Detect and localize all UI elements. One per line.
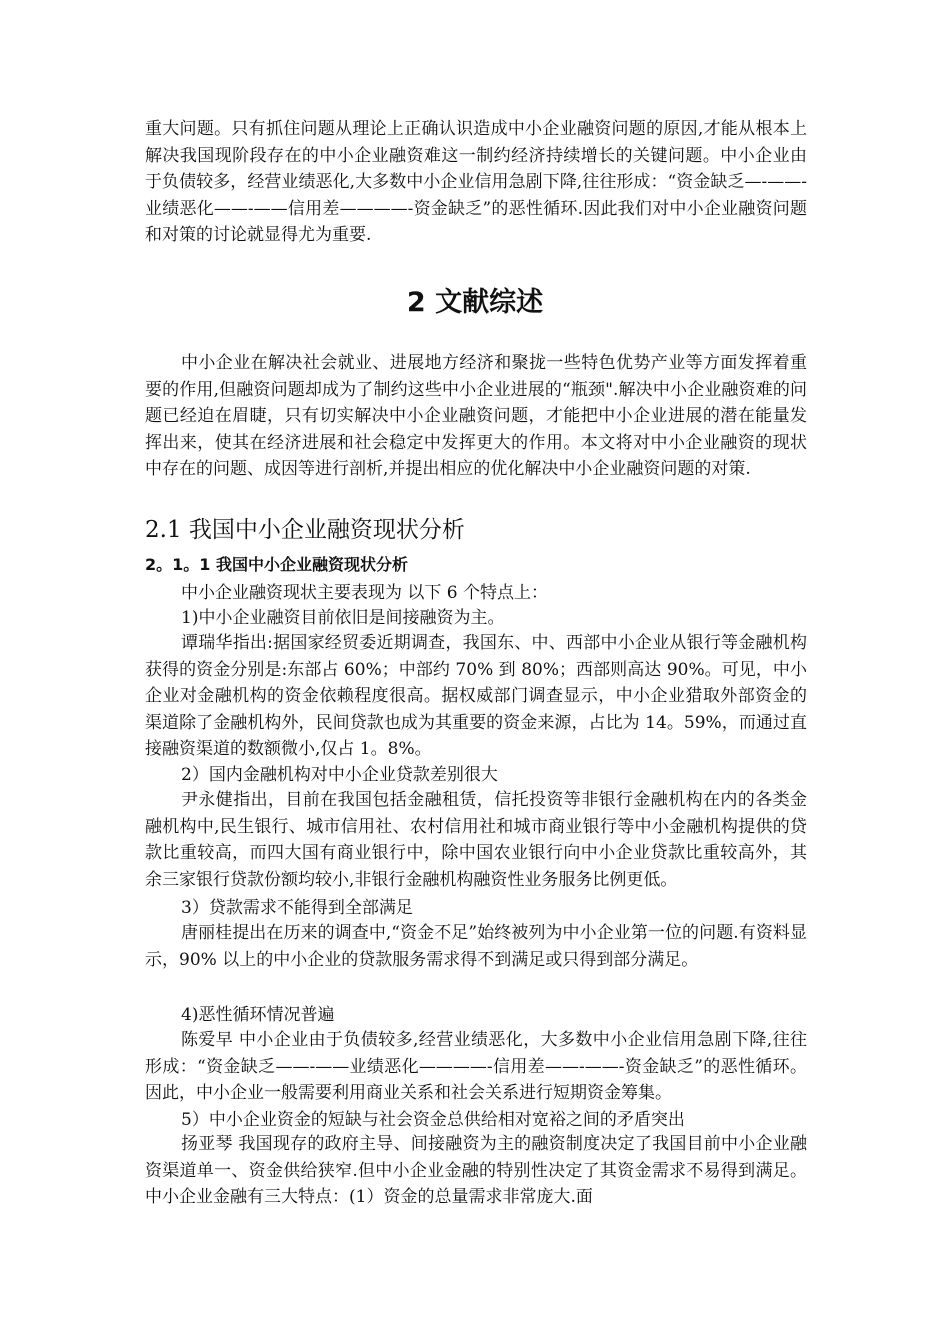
point-4-title: 4)恶性循环情况普遍 bbox=[181, 1005, 335, 1025]
intro-paragraph: 重大问题。只有抓住问题从理论上正确认识造成中小企业融资问题的原因,才能从根本上解决我国现阶段存在的中小企业融资难这一制约经济持续增长的关键问题。中小企业由于负债较多，经营业绩恶化,大多数中小企业信用急剧下降,往往形成：“资金缺乏—-——-业绩恶化——-——信用差————-资金缺乏”的恶性循环.因此我们对中小企业融资问题和对策的讨论就显得尤为重要. bbox=[145, 119, 807, 245]
point-1-title: 1)中小企业融资目前依旧是间接融资为主。 bbox=[181, 608, 505, 628]
point-3-body: 唐丽桂提出在历来的调查中,“资金不足”始终被列为中小企业第一位的问题.有资料显示，90% 以上的中小企业的贷款服务需求得不到满足或只得到部分满足。 bbox=[145, 923, 807, 970]
subsection-title: 2。1。1 我国中小企业融资现状分析 bbox=[145, 555, 408, 574]
points-intro: 中小企业融资现状主要表现为 以下 6 个特点上： bbox=[181, 583, 549, 603]
chapter-title: 2 文献综述 bbox=[406, 287, 544, 318]
point-5-body: 扬亚琴 我国现存的政府主导、间接融资为主的融资制度决定了我国目前中小企业融资渠道单一、资金供给狭窄.但中小企业金融的特别性决定了其资金需求不易得到满足。中小企业金融有三大特点：(1）资金的总量需求非常庞大.面 bbox=[145, 1134, 807, 1207]
point-2-body: 尹永健指出，目前在我国包括金融租赁，信托投资等非银行金融机构在内的各类金融机构中,民生银行、城市信用社、农村信用社和城市商业银行等中小金融机构提供的贷款比重较高，而四大国有商业银行中，除中国农业银行向中小企业贷款比重较高外，其余三家银行贷款份额均较小,非银行金融机构融资性业务服务比例更低。 bbox=[145, 790, 807, 890]
point-1-body: 谭瑞华指出:据国家经贸委近期调查，我国东、中、西部中小企业从银行等金融机构获得的资金分别是:东部占 60%；中部约 70% 到 80%；西部则高达 90%。可见，中小企业对金融机构的资金依赖程度很高。据权威部门调查显示，中小企业猎取外部资金的渠道除了金融机构外，民间贷款也成为其重要的资金来源，占比为 14。59%，而通过直接融资渠道的数额微小,仅占 1。8%。 bbox=[145, 633, 807, 759]
point-3-title: 3）贷款需求不能得到全部满足 bbox=[181, 898, 413, 918]
section-title: 2.1 我国中小企业融资现状分析 bbox=[145, 517, 465, 543]
point-2-title: 2）国内金融机构对中小企业贷款差别很大 bbox=[181, 765, 498, 785]
chapter-intro-paragraph: 中小企业在解决社会就业、进展地方经济和聚拢一些特色优势产业等方面发挥着重要的作用,但融资问题却成为了制约这些中小企业进展的“瓶颈".解决中小企业融资难的问题已经迫在眉睫，只有切实解决中小企业融资问题，才能把中小企业进展的潜在能量发挥出来，使其在经济进展和社会稳定中发挥更大的作用。本文将对中小企业融资的现状中存在的问题、成因等进行剖析,并提出相应的优化解决中小企业融资问题的对策. bbox=[145, 353, 807, 479]
point-4-body: 陈爱早 中小企业由于负债较多,经营业绩恶化，大多数中小企业信用急剧下降,往往形成：“资金缺乏——-——业绩恶化————-信用差——-——-资金缺乏”的恶性循环。因此，中小企业一般需要利用商业关系和社会关系进行短期资金筹集。 bbox=[145, 1030, 807, 1103]
point-5-title: 5）中小企业资金的短缺与社会资金总供给相对宽裕之间的矛盾突出 bbox=[181, 1110, 685, 1130]
